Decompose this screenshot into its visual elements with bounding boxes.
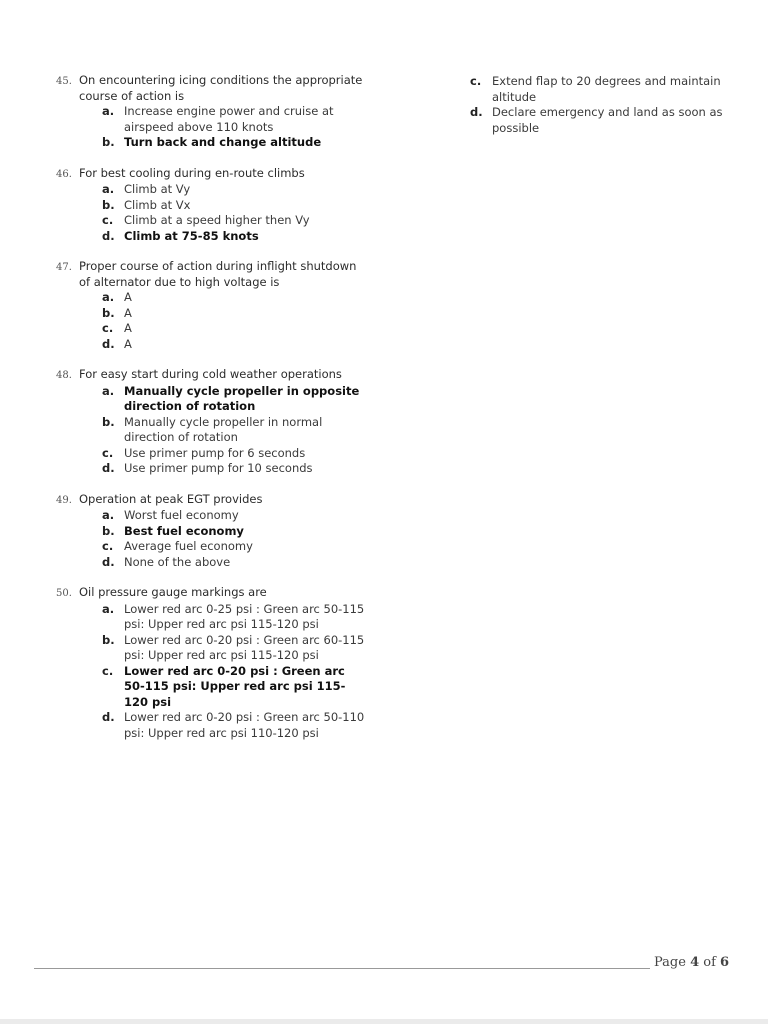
page-current: 4 xyxy=(690,955,700,970)
option-letter: d. xyxy=(102,336,115,351)
page-label: Page xyxy=(654,955,686,970)
option-text: Lower red arc 0-25 psi : Green arc 50-115 psi: Upper red arc psi 115-120 psi xyxy=(124,601,365,631)
option-text: Lower red arc 0-20 psi : Green arc 50-110 psi: Upper red arc psi 110-120 psi xyxy=(124,710,365,740)
option-letter: b. xyxy=(102,197,115,212)
option-text: Use primer pump for 10 seconds xyxy=(124,461,313,475)
option-text: Climb at Vx xyxy=(124,197,191,212)
question-number: 49. xyxy=(56,494,72,506)
option-letter: b. xyxy=(102,523,115,538)
question-number: 45. xyxy=(56,76,72,87)
question-text: Oil pressure gauge markings are xyxy=(79,585,267,599)
option-text: Climb at Vy xyxy=(124,182,191,196)
question-stem xyxy=(56,73,366,104)
question-item xyxy=(56,585,366,741)
question-text: Operation at peak EGT provides xyxy=(79,491,263,506)
footer-rule xyxy=(34,968,650,969)
answer-option xyxy=(102,182,366,198)
question-stem xyxy=(56,259,366,290)
question-item xyxy=(56,367,366,477)
answer-option xyxy=(102,104,366,135)
question-text: Proper course of action during inflight shutdown of alternator due to high voltage is xyxy=(79,259,357,289)
answer-option xyxy=(102,213,366,229)
option-text: Average fuel economy xyxy=(124,539,253,553)
option-letter: b. xyxy=(102,305,115,320)
left-column xyxy=(56,73,366,756)
option-text: Lower red arc 0-20 psi : Green arc 60-115 psi: Upper red arc psi 115-120 psi xyxy=(124,632,365,662)
question-item xyxy=(56,73,366,151)
option-text: Manually cycle propeller in opposite direction of rotation xyxy=(124,383,360,413)
question-item xyxy=(56,259,366,352)
option-text: Lower red arc 0-20 psi : Green arc 50-115 psi: Upper red arc psi 115-120 psi xyxy=(124,663,346,709)
option-text: Manually cycle propeller in normal direction of rotation xyxy=(124,414,323,444)
option-letter: c. xyxy=(102,663,114,678)
option-letter: a. xyxy=(102,290,115,304)
question-stem xyxy=(56,166,366,183)
option-letter: a. xyxy=(102,104,115,118)
option-letter: b. xyxy=(102,632,115,647)
answer-option xyxy=(102,290,366,306)
answer-option xyxy=(102,633,366,664)
answer-option xyxy=(102,461,366,477)
answer-option xyxy=(102,337,366,353)
question-item xyxy=(56,492,366,571)
option-text: Climb at 75-85 knots xyxy=(124,228,259,243)
answer-option xyxy=(102,555,366,571)
question-stem xyxy=(56,492,366,509)
option-text: Declare emergency and land as soon as possible xyxy=(492,105,723,135)
answer-option xyxy=(102,602,366,633)
option-letter: a. xyxy=(102,182,115,196)
option-letter: d. xyxy=(102,228,115,243)
option-text: Worst fuel economy xyxy=(124,508,239,522)
option-letter: c. xyxy=(102,213,114,227)
question-number: 47. xyxy=(56,262,72,273)
answer-option xyxy=(102,198,366,214)
option-letter: c. xyxy=(102,321,114,335)
answer-option xyxy=(102,321,366,337)
question-item xyxy=(56,166,366,245)
answer-option-correct xyxy=(102,384,366,415)
option-letter: b. xyxy=(102,414,115,429)
option-letter: d. xyxy=(102,710,115,724)
option-letter: b. xyxy=(102,135,115,149)
continued-options xyxy=(470,74,730,136)
option-text: None of the above xyxy=(124,554,231,569)
option-letter: d. xyxy=(102,461,115,475)
question-number: 46. xyxy=(56,168,72,180)
option-text: Increase engine power and cruise at airspeed above 110 knots xyxy=(124,104,334,134)
option-text: Extend flap to 20 degrees and maintain altitude xyxy=(492,74,721,104)
answer-option xyxy=(102,446,366,462)
answer-option xyxy=(102,539,366,555)
option-letter: d. xyxy=(102,554,115,569)
option-letter: a. xyxy=(102,508,115,522)
option-text: A xyxy=(124,336,132,351)
right-column xyxy=(470,74,730,136)
option-text: Turn back and change altitude xyxy=(124,135,322,149)
option-letter: c. xyxy=(470,74,482,88)
option-text: A xyxy=(124,321,132,335)
question-text: On encountering icing conditions the appropriate course of action is xyxy=(79,73,363,103)
answer-option xyxy=(470,74,730,105)
question-number: 50. xyxy=(56,588,72,599)
answer-option-correct xyxy=(102,664,366,711)
question-stem xyxy=(56,585,366,602)
option-text: A xyxy=(124,305,132,320)
option-text: Best fuel economy xyxy=(124,523,244,538)
answer-option-correct xyxy=(102,524,366,540)
question-text: For easy start during cold weather operations xyxy=(79,367,342,381)
question-number: 48. xyxy=(56,370,72,381)
question-stem xyxy=(56,367,366,384)
option-text: A xyxy=(124,290,132,304)
answer-option xyxy=(102,710,366,741)
option-letter: d. xyxy=(470,105,483,119)
page-of: of xyxy=(703,955,716,970)
question-text: For best cooling during en-route climbs xyxy=(79,165,305,180)
answer-option-correct xyxy=(102,135,366,151)
option-letter: a. xyxy=(102,601,115,616)
page-number xyxy=(654,955,729,970)
answer-option xyxy=(102,415,366,446)
answer-option-correct xyxy=(102,229,366,245)
answer-option xyxy=(102,508,366,524)
option-text: Use primer pump for 6 seconds xyxy=(124,445,306,460)
option-letter: c. xyxy=(102,539,114,553)
page-total: 6 xyxy=(720,955,730,970)
answer-option xyxy=(470,105,730,136)
question-list xyxy=(56,73,366,741)
answer-option xyxy=(102,306,366,322)
option-letter: a. xyxy=(102,383,115,398)
option-text: Climb at a speed higher then Vy xyxy=(124,213,310,227)
option-letter: c. xyxy=(102,445,114,460)
